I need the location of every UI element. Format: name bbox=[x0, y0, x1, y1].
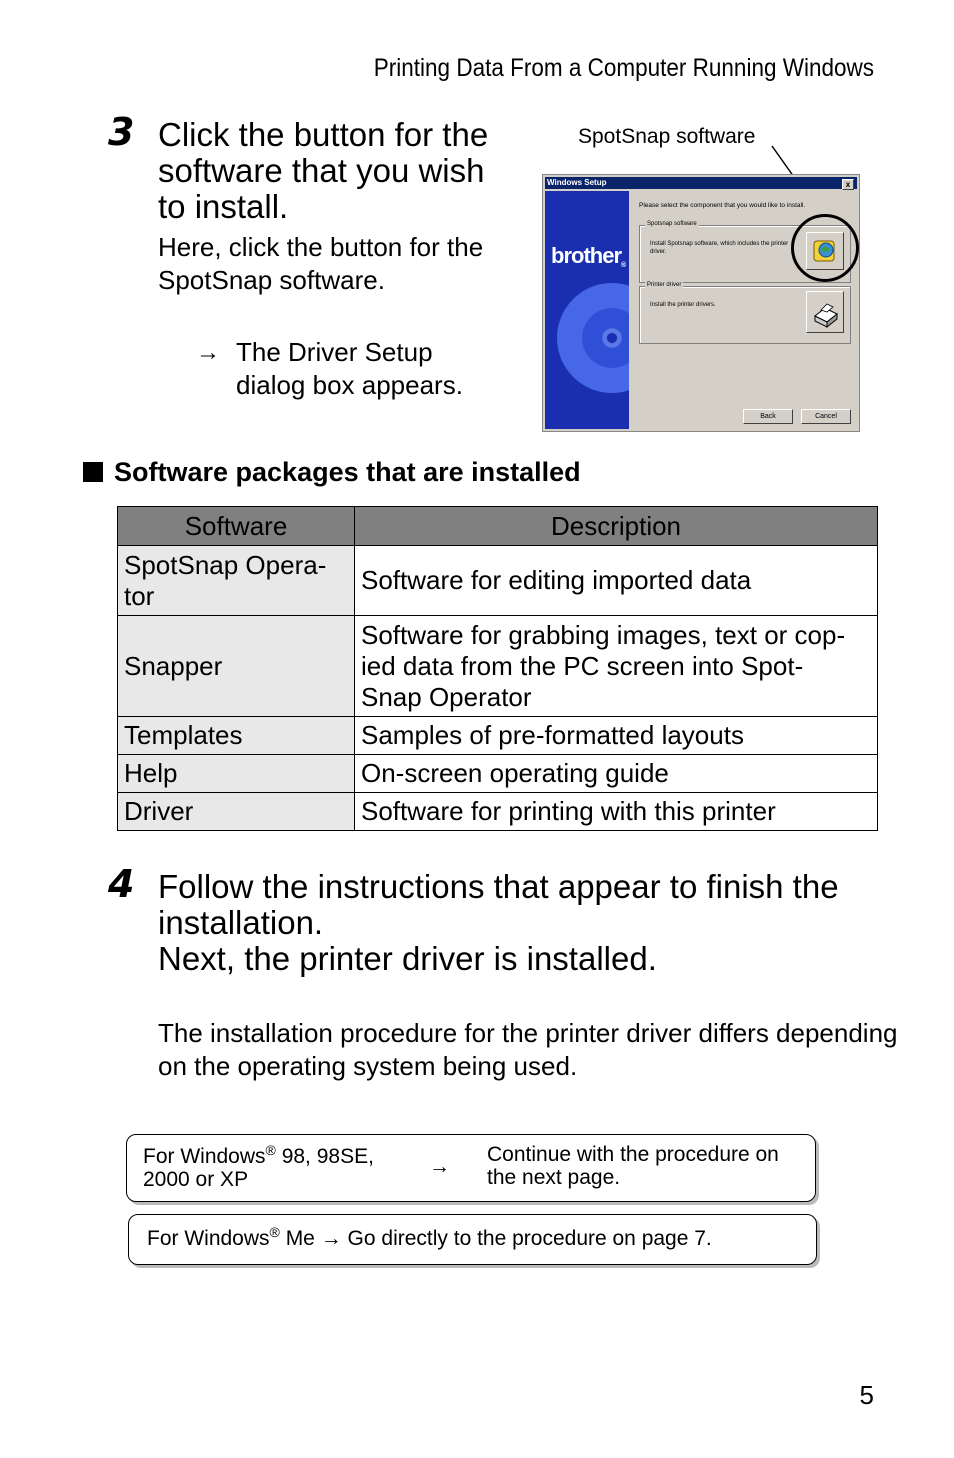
step-4-number: 4 bbox=[108, 862, 135, 906]
step-3-number: 3 bbox=[108, 110, 135, 154]
box2-suffix: Me → Go directly to the procedure on page 7. bbox=[279, 1227, 712, 1250]
header-description: Description bbox=[355, 507, 878, 546]
table-row bbox=[118, 717, 878, 755]
section-bullet-icon bbox=[83, 462, 103, 482]
box1-condition bbox=[143, 1142, 413, 1191]
table-row bbox=[118, 616, 878, 717]
close-icon[interactable]: x bbox=[842, 179, 854, 190]
description-cell: Software for editing imported data bbox=[355, 546, 878, 616]
spotsnap-group-label: Spotsnap software bbox=[647, 221, 697, 227]
step-4-body: The installation procedure for the printer driver differs depending on the operating system being used. bbox=[158, 1018, 898, 1081]
software-cell: SpotSnap Opera- tor bbox=[118, 546, 355, 616]
dialog-prompt: Please select the component that you would like to install. bbox=[639, 202, 806, 209]
table-row bbox=[118, 546, 878, 616]
step-4-title-line1: Follow the instructions that appear to finish the installation. bbox=[158, 868, 839, 941]
box2-prefix: For Windows bbox=[147, 1227, 270, 1250]
description-cell: Software for grabbing images, text or cop- ied data from the PC screen into Spot- Snap Operator bbox=[355, 616, 878, 717]
box1-line2: 2000 or XP bbox=[143, 1168, 249, 1191]
step-3-title: Click the button for the software that you wish to install. bbox=[158, 116, 489, 225]
software-cell: Help bbox=[118, 755, 355, 793]
brand-text: brother bbox=[551, 243, 621, 268]
registered-mark: ® bbox=[265, 1142, 276, 1158]
page-number: 5 bbox=[859, 1380, 874, 1410]
software-cell: Snapper bbox=[118, 616, 355, 717]
software-table bbox=[117, 506, 878, 831]
cancel-button[interactable]: Cancel bbox=[801, 409, 851, 424]
software-cell: Templates bbox=[118, 717, 355, 755]
windows-me-box bbox=[128, 1214, 817, 1265]
dialog-titlebar bbox=[545, 177, 857, 189]
description-cell: On-screen operating guide bbox=[355, 755, 878, 793]
software-cell: Driver bbox=[118, 793, 355, 831]
printer-driver-group-label: Printer driver bbox=[647, 282, 682, 288]
dialog-title: Windows Setup bbox=[547, 178, 607, 187]
section-title: Software packages that are installed bbox=[114, 457, 581, 487]
setup-dialog-screenshot bbox=[542, 174, 860, 432]
back-button[interactable]: Back bbox=[743, 409, 793, 424]
header-software: Software bbox=[118, 507, 355, 546]
spotsnap-group-text: Install Spotsnap software, which includes the printer driver. bbox=[650, 241, 789, 255]
step-3-result-text: The Driver Setup dialog box appears. bbox=[236, 337, 463, 400]
running-header: Printing Data From a Computer Running Windows bbox=[373, 54, 874, 82]
step-4-title bbox=[158, 869, 898, 977]
cd-disc-icon bbox=[557, 283, 629, 393]
table-header-row bbox=[118, 507, 878, 546]
brand-mark: ® bbox=[621, 262, 626, 269]
printer-icon bbox=[807, 292, 843, 332]
printer-driver-group bbox=[639, 282, 851, 344]
box1-arrow-icon: → bbox=[429, 1155, 450, 1178]
windows-98-2000-xp-box bbox=[126, 1134, 816, 1202]
step-4-title-line2: Next, the printer driver is installed. bbox=[158, 940, 657, 977]
highlight-circle bbox=[791, 214, 859, 282]
brother-logo bbox=[551, 243, 625, 269]
callout-label: SpotSnap software bbox=[578, 125, 756, 148]
description-cell: Samples of pre-formatted layouts bbox=[355, 717, 878, 755]
dialog-side-banner bbox=[545, 191, 629, 429]
registered-mark: ® bbox=[269, 1224, 280, 1240]
step-3-body: Here, click the button for the SpotSnap software. bbox=[158, 232, 484, 295]
printer-driver-install-button[interactable] bbox=[806, 291, 844, 333]
table-row bbox=[118, 755, 878, 793]
description-cell: Software for printing with this printer bbox=[355, 793, 878, 831]
box1-prefix: For Windows bbox=[143, 1145, 266, 1168]
table-row bbox=[118, 793, 878, 831]
result-arrow-icon: → bbox=[196, 339, 220, 366]
box2-text bbox=[147, 1224, 712, 1250]
box1-instruction: Continue with the procedure on the next page. bbox=[487, 1143, 779, 1189]
printer-driver-group-text: Install the printer drivers. bbox=[650, 302, 716, 308]
box1-suffix: 98, 98SE, bbox=[275, 1145, 374, 1168]
